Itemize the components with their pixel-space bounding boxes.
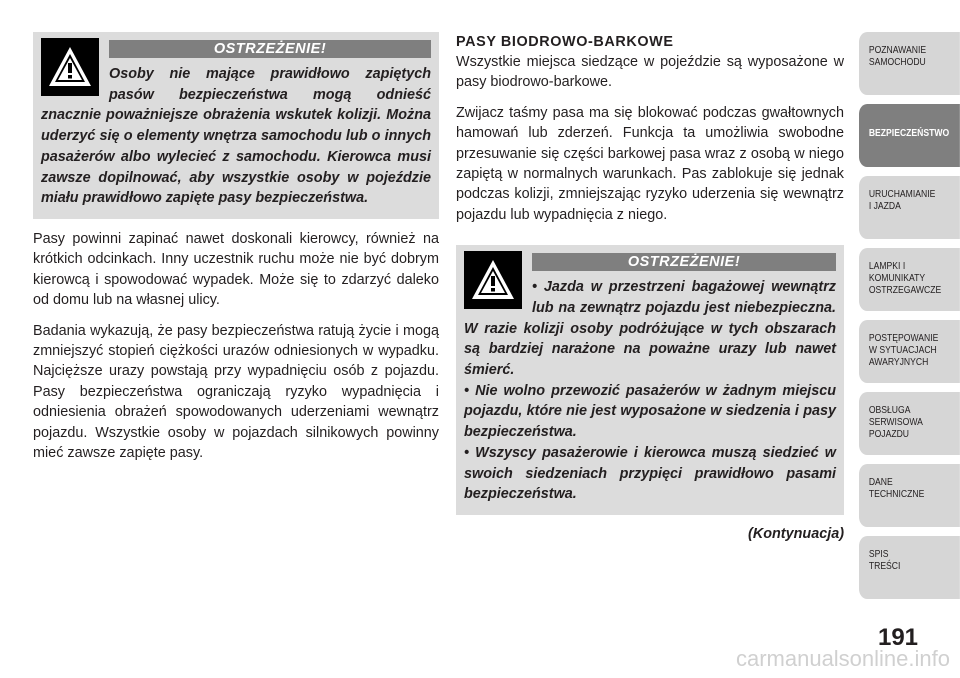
- right-column: [456, 32, 844, 542]
- continuation-note: (Kontynuacja): [748, 525, 844, 542]
- tab-postepowanie-awaryjne[interactable]: POSTĘPOWANIE W SYTUACJACH AWARYJNYCH: [859, 320, 960, 383]
- paragraph: Wszystkie miejsca siedzące w pojeździe są wyposażone w pasy biodrowo-barkowe.: [456, 54, 844, 91]
- tab-lampki-i-komunikaty[interactable]: LAMPKI I KOMUNIKATY OSTRZEGAWCZE: [859, 248, 960, 311]
- section-title: PASY BIODROWO-BARKOWE: [456, 34, 674, 50]
- watermark: carmanualsonline.info: [735, 646, 950, 671]
- page-number: 191: [877, 624, 919, 651]
- warning-triangle-icon: [41, 38, 99, 96]
- tab-poznawanie-samochodu[interactable]: POZNAWANIE SAMOCHODU: [859, 32, 960, 95]
- warning-box: [456, 245, 844, 515]
- warning-bullet: • Wszyscy pasażerowie i kierowca muszą siedzieć w swoich siedzeniach przypięci prawidłowo pasami bezpieczeństwa.: [464, 444, 836, 503]
- warning-text: Osoby nie mające prawidłowo zapiętych pasów bezpieczeństwa mogą odnieść znacznie poważniejsze obrażenia wskutek kolizji. Można uderzyć się o elementy wnętrza samochodu lub o innych pasażerów albo wylecieć z samochodu. Kierowca musi zawsze dopilnować, aby wszystkie osoby w pojeździe miału prawidłowo zapięte pasy bezpieczeństwa.: [41, 66, 431, 207]
- warning-bullet: • Jazda w przestrzeni bagażowej wewnątrz lub na zewnątrz pojazdu jest niebezpieczna. W razie kolizji osoby podróżujące w tych obszarach są bardziej narażone na poważne urazy lub nawet śmierć.: [464, 279, 836, 379]
- tab-obsluga-serwisowa[interactable]: OBSŁUGA SERWISOWA POJAZDU: [859, 392, 960, 455]
- warning-heading: OSTRZEŻENIE!: [109, 40, 431, 58]
- left-column: [33, 32, 439, 463]
- paragraph: Badania wykazują, że pasy bezpieczeństwa ratują życie i mogą zmniejszyć stopień ciężkości urazów odniesionych w wypadku. Najcięższe urazy powstają przy wypadnięciu osób z pojazdu. Pasy bezpieczeństwa ograniczają ryzyko wypadnięcia i odniesienia obrażeń spowodowanych uderzeniami wewnątrz pojazdu. Wszystkie osoby w pojazdach silnikowych powinny mieć zawsze zapięte pasy.: [33, 322, 439, 461]
- tab-bezpieczenstwo[interactable]: BEZPIECZEŃSTWO: [859, 104, 960, 167]
- warning-box: [33, 32, 439, 219]
- paragraph: Pasy powinni zapinać nawet doskonali kierowcy, również na krótkich odcinkach. Inny uczestnik ruchu może nie być dobrym kierowcą i spowodować wypadek. Może się to zdarzyć daleko od domu lub na własnej ulicy.: [33, 230, 439, 309]
- chapter-tabs: [859, 32, 960, 608]
- tab-spis-tresci[interactable]: SPIS TREŚCI: [859, 536, 960, 599]
- tab-dane-techniczne[interactable]: DANE TECHNICZNE: [859, 464, 960, 527]
- tab-uruchamianie-i-jazda[interactable]: URUCHAMIANIE I JAZDA: [859, 176, 960, 239]
- paragraph: Zwijacz taśmy pasa ma się blokować podczas gwałtownych hamowań lub zderzeń. Funkcja ta umożliwia swobodne przesuwanie się części barkowej pasa wraz z osobą w niego zapiętą w normalnych warunkach. Pas zablokuje się jednak podczas kolizji, zmniejszając ryzyko uderzenia się wewnątrz pojazdu lub wypadnięcia z niego.: [456, 104, 844, 223]
- warning-text: [464, 277, 836, 505]
- warning-bullet: • Nie wolno przewozić pasażerów w żadnym miejscu pojazdu, które nie jest wyposażone w siedzenia i pasy bezpieczeństwa.: [464, 382, 836, 441]
- warning-triangle-icon: [464, 251, 522, 309]
- warning-heading: OSTRZEŻENIE!: [532, 253, 836, 271]
